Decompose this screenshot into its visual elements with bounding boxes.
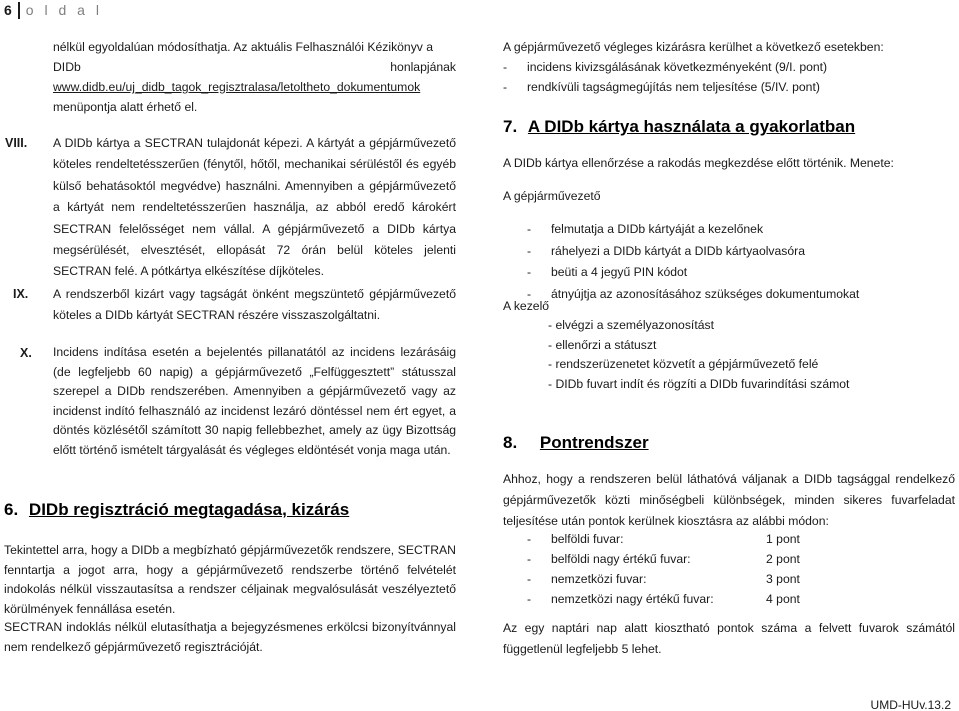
driver-step: - ráhelyezi a DIDb kártyát a DIDb kártyaolvasóra: [527, 241, 947, 263]
points-label: nemzetközi fuvar:: [551, 572, 647, 586]
section-8-intro: Ahhoz, hogy a rendszeren belül láthatóvá váljanak a DIDb tagsággal rendelkező gépjárművezetők közti minőségbeli különbségek, minden sikeres fuvarfeladat teljesítése után pontok kerülnek kiosztásra az alábbi módon:: [503, 472, 955, 528]
driver-step: - felmutatja a DIDb kártyáját a kezelőnek: [527, 219, 947, 241]
header-divider: [18, 2, 20, 19]
section-7-heading: [503, 116, 855, 138]
document-id: UMD-HUv.13.2: [870, 698, 951, 711]
roman-numeral-viii: VIII.: [5, 136, 28, 150]
ix-paragraph: A rendszerből kizárt vagy tagságát önként megszüntető gépjárművezető köteles a DIDb kártyát SECTRAN részére visszaszolgáltatni.: [53, 287, 456, 323]
section-7-intro: A DIDb kártya ellenőrzése a rakodás megkezdése előtt történik. Menete:: [503, 156, 894, 170]
points-row: - belföldi nagy értékű fuvar: 2 pont: [527, 549, 800, 569]
section-6-number: 6.: [4, 500, 19, 519]
section-6-paragraph-1: Tekintettel arra, hogy a DIDb a megbízható gépjárművezetők rendszere, SECTRAN fenntartja a jogot arra, hogy a gépjárművezető rendszerbe történő felvételét indokolás nélkül visszautasítsa a rendszer céljainak megvalósulását veszélyeztető körülmények fennállása esetén.: [4, 543, 456, 616]
didb-download-link[interactable]: www.didb.eu/uj_didb_tagok_regisztralasa/letoltheto_dokumentumok: [53, 80, 421, 94]
points-value: 4 pont: [766, 592, 800, 606]
section-6-title: DIDb regisztráció megtagadása, kizárás: [28, 500, 350, 519]
page-header: [4, 0, 102, 20]
points-value: 2 pont: [766, 552, 800, 566]
operator-step: - rendszerüzenetet közvetít a gépjárművezető felé: [548, 357, 819, 372]
driver-step: - beüti a 4 jegyű PIN kódot: [527, 262, 947, 284]
section-8-heading: [503, 432, 649, 454]
driver-steps-list: [527, 219, 947, 305]
intro-line-4: menüpontja alatt érhető el.: [53, 100, 198, 114]
viii-paragraph: A DIDb kártya a SECTRAN tulajdonát képezi. A kártyát a gépjárművezető köteles rendeltetésszerűen (fénytől, hőtől, mechanikai sérüléstől és egyéb külső behatásoktól megvédve) használni. Amennyiben a gépjárművezető a kártyát nem rendeltetésszerűen használja, az abból eredő károkért SECTRAN felelősséget nem vállal. A gépjárművezető a DIDb kártya megsérülését, elvesztését, ellopását 72 órán belül köteles jelenti SECTRAN felé. A pótkártya elkészítése díjköteles.: [53, 136, 456, 279]
points-row: - nemzetközi nagy értékű fuvar: 4 pont: [527, 589, 800, 609]
page-number: 6: [4, 2, 12, 18]
roman-numeral-x: X.: [20, 346, 32, 360]
section-7-title: A DIDb kártya használata a gyakorlatban: [527, 117, 856, 136]
operator-step: - ellenőrzi a státuszt: [548, 337, 657, 352]
exclusion-intro: A gépjárművezető végleges kizárásra kerülhet a következő esetekben:: [503, 40, 884, 54]
points-label: belföldi nagy értékű fuvar:: [551, 552, 691, 566]
intro-line-1: nélkül egyoldalúan módosíthatja. Az aktuális Felhasználói Kézikönyv a: [53, 40, 434, 54]
exclusion-block: [503, 37, 955, 97]
roman-numeral-ix: IX.: [13, 287, 29, 301]
points-value: 1 pont: [766, 532, 800, 546]
points-value: 3 pont: [766, 572, 800, 586]
section-8-title: Pontrendszer: [539, 433, 649, 452]
points-label: belföldi fuvar:: [551, 532, 624, 546]
section-6-paragraph-2: SECTRAN indoklás nélkül elutasíthatja a bejegyzésmenes erkölcsi bizonyítvánnyal nem rendelkező gépjárművezető regisztrációját.: [4, 620, 456, 654]
points-label: nemzetközi nagy értékű fuvar:: [551, 592, 714, 606]
section-8-outro: Az egy naptári nap alatt kiosztható pontok száma a felvett fuvarok számától függetlenül legfeljebb 5 lehet.: [503, 621, 955, 656]
section-6-heading: [4, 499, 349, 521]
section-7-number: 7.: [503, 117, 518, 136]
points-row: - belföldi fuvar: 1 pont: [527, 529, 800, 549]
driver-label: A gépjárművezető: [503, 189, 601, 203]
operator-step: - DIDb fuvart indít és rögzíti a DIDb fuvarindítási számot: [548, 376, 850, 391]
exclusion-list: [503, 57, 955, 97]
exclusion-item: - rendkívüli tagságmegújítás nem teljesítése (5/IV. pont): [503, 77, 955, 97]
intro-line-2-right: honlapjának: [390, 60, 456, 74]
driver-step: - átnyújtja az azonosításához szükséges dokumentumokat: [527, 284, 947, 306]
section-8-number: 8.: [503, 433, 518, 452]
operator-steps-list: [503, 316, 955, 394]
operator-label: A kezelő: [503, 299, 550, 313]
x-paragraph: Incidens indítása esetén a bejelentés pillanatától az incidens lezárásáig (de legfeljebb 60 napig) a gépjárművezető „Felfüggesztett” státusszal szerepel a DIDb rendszerében. Amennyiben a gépjárművezető vagy az incidenst indító felhasználó az incidenst lezáró döntéssel nem ért egyet, a döntés közlésétől számított 30 napig fellebbezhet, amely az ügy Bizottság előtt történő ismételt tárgyalását és végleges eldöntését vonja maga után.: [53, 345, 456, 457]
operator-step: - elvégzi a személyazonosítást: [548, 318, 714, 332]
page-label: o l d a l: [25, 2, 103, 18]
exclusion-item: - incidens kivizsgálásának következményeként (9/I. pont): [503, 57, 955, 77]
intro-line-2-left: DIDb: [53, 60, 81, 74]
points-table: [527, 529, 800, 609]
intro-paragraph: [53, 37, 456, 117]
points-row: - nemzetközi fuvar: 3 pont: [527, 569, 800, 589]
